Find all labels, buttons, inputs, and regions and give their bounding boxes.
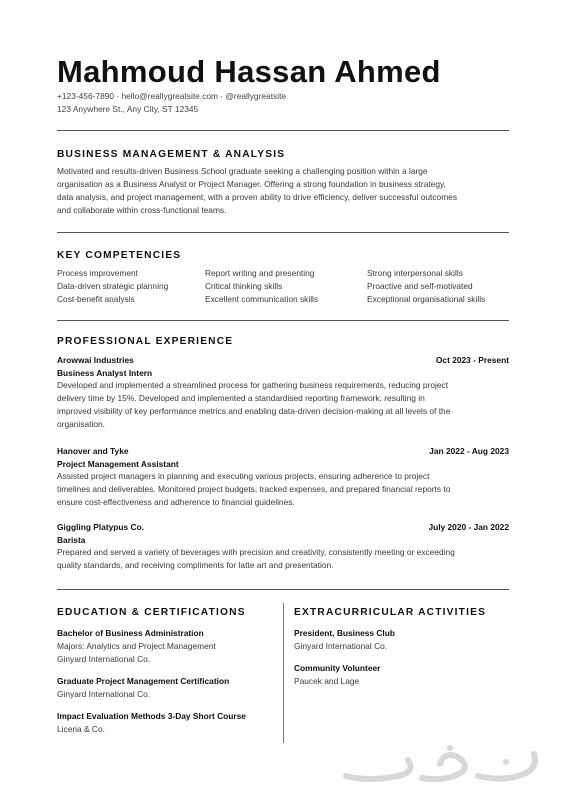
job-company: Arowwai Industries (57, 355, 134, 365)
education-item-detail: Ginyard International Co. (57, 654, 151, 664)
competency-item: Data-driven strategic planning (57, 281, 169, 291)
divider (57, 232, 509, 233)
education-item-detail: Liceria & Co. (57, 724, 105, 734)
job-line: ensure cost-effectiveness and adherence to financial guidelines. (57, 497, 295, 507)
job-line: Assisted project managers in planning and executing various projects, ensuring adherence to project (57, 471, 430, 481)
candidate-name: Mahmoud Hassan Ahmed (57, 54, 441, 89)
job-description (57, 546, 509, 572)
job-dates: July 2020 - Jan 2022 (428, 522, 509, 532)
watermark-dot (503, 759, 509, 765)
summary-line: data analysis, and project management, with a proven ability to drive efficiency, deliver successful outcomes (57, 192, 458, 202)
column-divider (283, 603, 284, 743)
education-item-title: Impact Evaluation Methods 3-Day Short Course (57, 711, 246, 721)
job-dates: Jan 2022 - Aug 2023 (429, 446, 509, 456)
competency-item: Critical thinking skills (205, 281, 283, 291)
haraj-watermark-logo (338, 742, 550, 790)
extracurricular-item-title: President, Business Club (294, 628, 395, 638)
competencies-column (205, 267, 318, 306)
competencies-column (367, 267, 485, 306)
divider (57, 130, 509, 131)
job-dates: Oct 2023 - Present (435, 355, 509, 365)
job-role: Barista (57, 535, 86, 545)
job-line: quality standards, and receiving compliments for latte art and presentation. (57, 560, 334, 570)
job-role: Project Management Assistant (57, 459, 179, 469)
job-line: organisation. (57, 419, 105, 429)
watermark-dot (447, 745, 453, 751)
competency-item: Report writing and presenting (205, 268, 315, 278)
job-role: Business Analyst Intern (57, 368, 153, 378)
watermark-stroke (422, 755, 465, 779)
job-company: Hanover and Tyke (57, 446, 129, 456)
job-line: timelines and deliverables. Monitored project budgets, tracked expenses, and prepared financial reports to (57, 484, 451, 494)
competency-item: Proactive and self-motivated (367, 281, 473, 291)
competency-item: Cost-benefit analysis (57, 294, 135, 304)
section-title-experience: PROFESSIONAL EXPERIENCE (57, 336, 234, 347)
extracurricular-item-detail: Ginyard International Co. (294, 641, 388, 651)
divider (57, 589, 509, 590)
divider (57, 320, 509, 321)
education-item-title: Graduate Project Management Certification (57, 676, 230, 686)
job-line: improved visibility of key performance metrics and enabling data-driven decision-making at all levels of the (57, 406, 451, 416)
job-line: delivery time by 15%. Developed and implemented a standardised reporting framework, resulting in (57, 393, 425, 403)
competency-item: Exceptional organisational skills (367, 294, 486, 304)
address-line: 123 Anywhere St., Any City, ST 12345 (57, 104, 199, 114)
summary-paragraph (57, 165, 509, 217)
section-title-competencies: KEY COMPETENCIES (57, 250, 182, 261)
watermark-stroke (478, 754, 535, 779)
competency-item: Process improvement (57, 268, 138, 278)
section-title-extracurricular: EXTRACURRICULAR ACTIVITIES (294, 607, 487, 618)
education-item-title: Bachelor of Business Administration (57, 628, 204, 638)
job-description (57, 379, 509, 431)
job-company: Giggling Platypus Co. (57, 522, 145, 532)
competency-item: Strong interpersonal skills (367, 268, 463, 278)
extracurricular-item-detail: Paucek and Lage (294, 676, 360, 686)
competencies-column (57, 267, 168, 306)
education-item-detail: Majors: Analytics and Project Management (57, 641, 216, 651)
job-line: Prepared and served a variety of beverages with precision and creativity, consistently meeting or exceeding (57, 547, 455, 557)
summary-line: and collaborate within cross-functional teams. (57, 205, 227, 215)
section-title-education: EDUCATION & CERTIFICATIONS (57, 607, 246, 618)
section-title-summary: BUSINESS MANAGEMENT & ANALYSIS (57, 149, 286, 160)
job-line: Developed and implemented a streamlined process for gathering business requirements, reducing project (57, 380, 449, 390)
education-item-detail: Ginyard International Co. (57, 689, 151, 699)
contact-line: +123-456-7890 · hello@reallygreatsite.com · @reallygreatsite (57, 91, 287, 101)
job-description (57, 470, 509, 509)
extracurricular-item-title: Community Volunteer (294, 663, 381, 673)
watermark-stroke (346, 760, 410, 779)
summary-line: organisation as a Business Analyst or Project Manager. Offering a strong foundation in business strategy, (57, 179, 446, 189)
summary-line: Motivated and results-driven Business School graduate seeking a challenging position within a large (57, 166, 428, 176)
competency-item: Excellent communication skills (205, 294, 319, 304)
